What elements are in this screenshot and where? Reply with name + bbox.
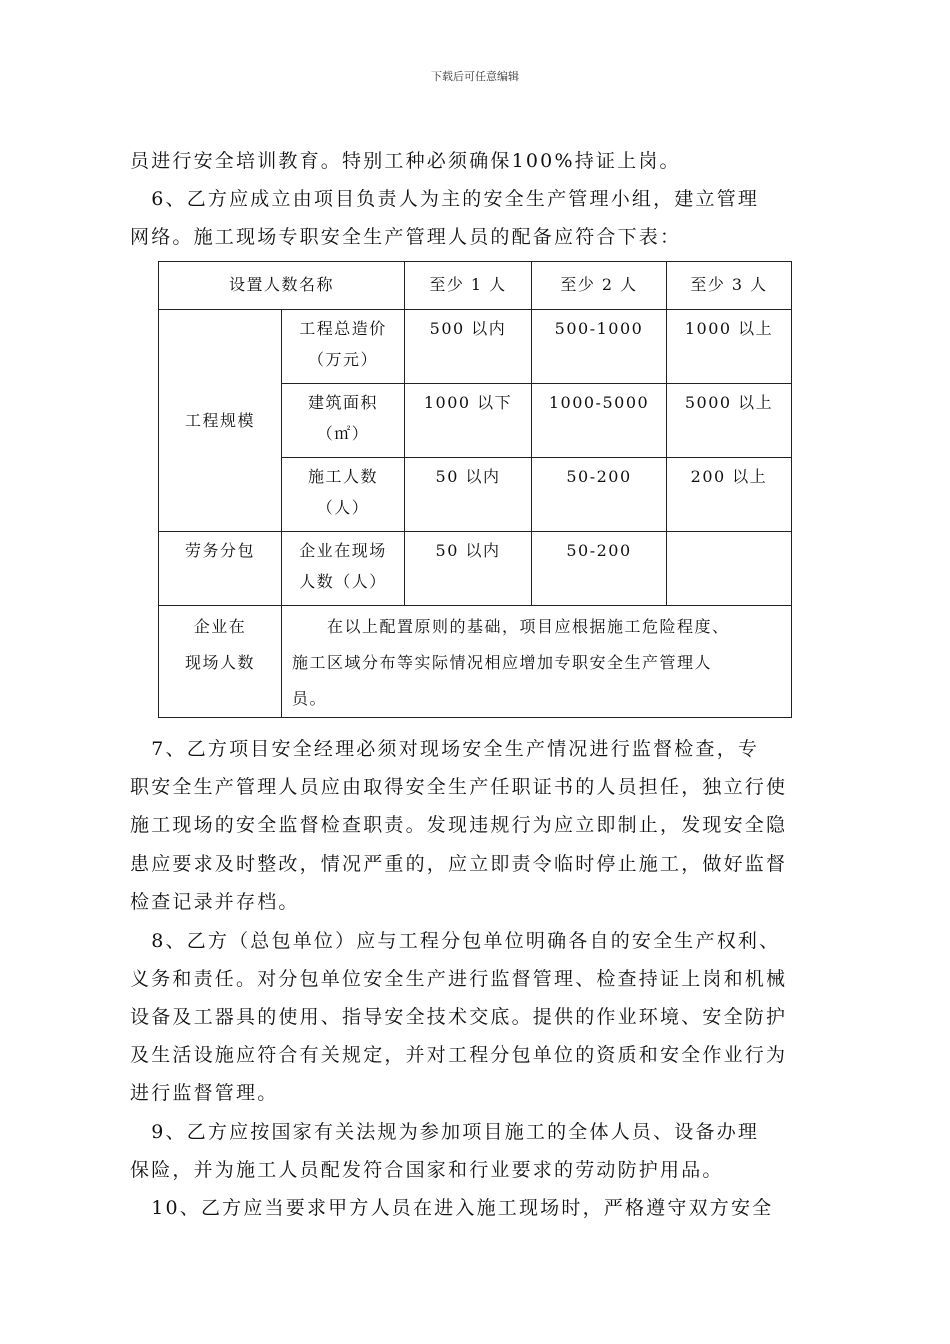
table-cell: 500-1000 [532, 310, 667, 384]
table-cell [667, 532, 792, 606]
table-header-cell: 至少 3 人 [667, 262, 792, 310]
paragraph-line: 进行监督管理。 [130, 1082, 279, 1104]
table-cell: 1000 以上 [667, 310, 792, 384]
table-row-label [282, 310, 405, 384]
row-label-line: （人） [316, 498, 370, 517]
table-row-label [282, 532, 405, 606]
paragraph-line: 职安全生产管理人员应由取得安全生产任职证书的人员担任，独立行使 [130, 776, 788, 798]
table-row-label [159, 606, 282, 718]
paragraph-line: 义务和责任。对分包单位安全生产进行监督管理、检查持证上岗和机械 [130, 968, 788, 990]
table-cell: 5000 以上 [667, 384, 792, 458]
paragraph-line: 患应要求及时整改，情况严重的，应立即责令临时停止施工，做好监督 [130, 853, 788, 875]
note-line: 员。 [292, 689, 328, 708]
paragraph-line: 网络。施工现场专职安全生产管理人员的配备应符合下表： [130, 226, 682, 248]
paragraph-line: 保险，并为施工人员配发符合国家和行业要求的劳动防护用品。 [130, 1159, 724, 1181]
paragraph-line: 及生活设施应符合有关规定，并对工程分包单位的资质和安全作业行为 [130, 1044, 788, 1066]
table-row-label [282, 458, 405, 532]
note-line: 在以上配置原则的基础，项目应根据施工危险程度、 [292, 617, 730, 636]
table-header-cell: 至少 1 人 [405, 262, 532, 310]
row-label-line: 企业在现场 [299, 541, 387, 560]
paragraph-line: 设备及工器具的使用、指导安全技术交底。提供的作业环境、安全防护 [130, 1006, 788, 1028]
paragraph-line: 9、乙方应按国家有关法规为参加项目施工的全体人员、设备办理 [130, 1121, 760, 1143]
table-cell: 1000 以下 [405, 384, 532, 458]
table-cell: 200 以上 [667, 458, 792, 532]
row-label-line: 现场人数 [184, 653, 255, 672]
paragraph-line: 6、乙方应成立由项目负责人为主的安全生产管理小组，建立管理 [130, 188, 760, 210]
table-cell: 500 以内 [405, 310, 532, 384]
row-label-line: 建筑面积 [307, 393, 378, 412]
paragraph-line: 检查记录并存档。 [130, 891, 300, 913]
row-label-line: （㎡） [316, 424, 370, 443]
staffing-table [158, 261, 792, 718]
page-header: 下载后可任意编辑 [431, 70, 519, 83]
table-header-cell: 设置人数名称 [159, 262, 405, 310]
row-label-line: （万元） [307, 350, 378, 369]
paragraph-line: 10、乙方应当要求甲方人员在进入施工现场时，严格遵守双方安全 [130, 1197, 774, 1219]
row-label-line: 企业在 [193, 617, 247, 636]
row-label-line: 施工人数 [307, 467, 378, 486]
table-cell: 50-200 [532, 532, 667, 606]
table-row-label [282, 384, 405, 458]
table-header-cell: 至少 2 人 [532, 262, 667, 310]
table-note-cell [282, 606, 792, 718]
table-cell: 50 以内 [405, 532, 532, 606]
paragraph-line: 7、乙方项目安全经理必须对现场安全生产情况进行监督检查，专 [130, 738, 760, 760]
table-group-label: 工程规模 [159, 310, 282, 532]
paragraph-line: 员进行安全培训教育。特别工种必须确保100%持证上岗。 [130, 150, 681, 172]
table-group-label: 劳务分包 [159, 532, 282, 606]
table-cell: 50 以内 [405, 458, 532, 532]
paragraph-line: 施工现场的安全监督检查职责。发现违规行为应立即制止，发现安全隐 [130, 814, 788, 836]
row-label-line: 工程总造价 [299, 319, 387, 338]
note-line: 施工区域分布等实际情况相应增加专职安全生产管理人 [292, 653, 713, 672]
table-cell: 50-200 [532, 458, 667, 532]
paragraph-line: 8、乙方（总包单位）应与工程分包单位明确各自的安全生产权利、 [130, 930, 781, 952]
table-cell: 1000-5000 [532, 384, 667, 458]
row-label-line: 人数（人） [299, 572, 387, 591]
